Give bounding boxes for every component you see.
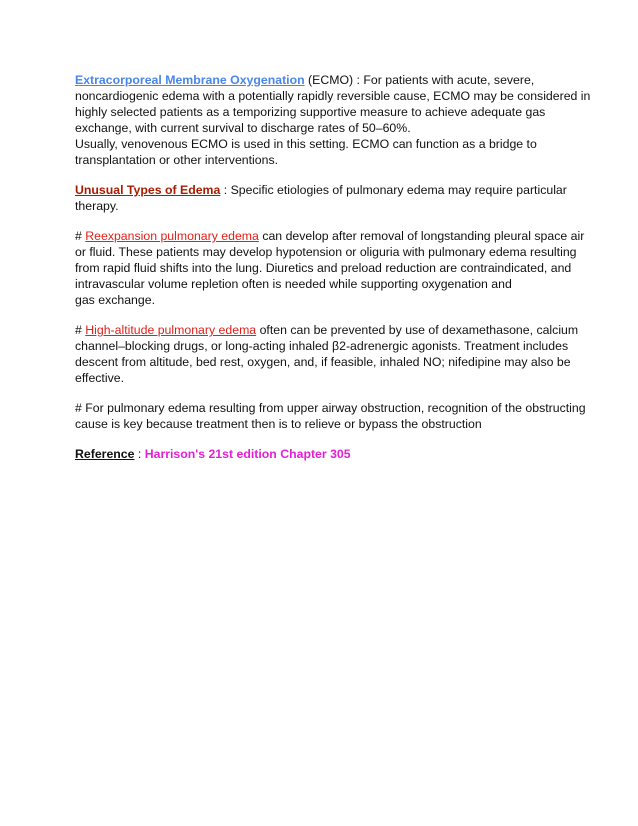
unusual-edema-paragraph xyxy=(75,182,567,214)
ecmo-line-4: exchange, with current survival to discharge rates of 50–60%. xyxy=(75,121,411,135)
reexpansion-prefix: # xyxy=(75,229,86,243)
altitude-line-1-text: often can be prevented by use of dexamethasone, calcium xyxy=(256,323,579,337)
ecmo-line-5: Usually, venovenous ECMO is used in this setting. ECMO can function as a bridge to xyxy=(75,137,537,151)
obstruction-paragraph xyxy=(75,400,586,432)
reexpansion-edema-link[interactable]: Reexpansion pulmonary edema xyxy=(85,229,259,243)
altitude-prefix: # xyxy=(75,323,86,337)
unusual-edema-link[interactable]: Unusual Types of Edema xyxy=(75,183,221,197)
high-altitude-paragraph xyxy=(75,322,579,386)
ecmo-paragraph xyxy=(75,72,591,168)
high-altitude-edema-link[interactable]: High-altitude pulmonary edema xyxy=(85,323,257,337)
reexpansion-line-2: or fluid. These patients may develop hypotension or oliguria with pulmonary edema resulting xyxy=(75,245,577,259)
ecmo-line-1-text: (ECMO) : For patients with acute, severe, xyxy=(304,73,535,87)
ecmo-line-2: noncardiogenic edema with a potentially rapidly reversible cause, ECMO may be considered in xyxy=(75,89,591,103)
reference-separator: : xyxy=(134,447,145,461)
reference-value: Harrison's 21st edition Chapter 305 xyxy=(144,447,351,461)
reexpansion-line-3: from rapid fluid shifts into the lung. Diuretics and preload reduction are contraindicated, and xyxy=(75,261,572,275)
reference-line xyxy=(75,446,555,462)
altitude-line-3: descent from altitude, bed rest, oxygen, and, if feasible, inhaled NO; nifedipine may also be xyxy=(75,355,571,369)
unusual-line-2: therapy. xyxy=(75,199,119,213)
ecmo-line-6: transplantation or other interventions. xyxy=(75,153,279,167)
reexpansion-line-4: intravascular volume repletion often is needed while supporting oxygenation and xyxy=(75,277,512,291)
reexpansion-paragraph xyxy=(75,228,585,308)
ecmo-link[interactable]: Extracorporeal Membrane Oxygenation xyxy=(75,73,305,87)
obstruction-line-1: # For pulmonary edema resulting from upper airway obstruction, recognition of the obstructing xyxy=(75,401,586,415)
reference-label: Reference xyxy=(75,447,135,461)
reference-paragraph xyxy=(75,446,555,462)
obstruction-line-2: cause is key because treatment then is to relieve or bypass the obstruction xyxy=(75,417,482,431)
ecmo-line-3: highly selected patients as a temporizing supportive measure to achieve adequate gas xyxy=(75,105,546,119)
ecmo-line-1 xyxy=(75,72,555,88)
unusual-line-1 xyxy=(75,182,567,198)
document-page xyxy=(75,72,591,476)
reexpansion-line-1 xyxy=(75,228,585,244)
altitude-line-4: effective. xyxy=(75,371,124,385)
reexpansion-line-1-text: can develop after removal of longstanding pleural space air xyxy=(258,229,585,243)
altitude-line-1 xyxy=(75,322,579,338)
unusual-line-1-text: : Specific etiologies of pulmonary edema may require particular xyxy=(220,183,567,197)
reexpansion-line-5: gas exchange. xyxy=(75,293,155,307)
altitude-line-2: channel–blocking drugs, or long-acting inhaled β2-adrenergic agonists. Treatment includes xyxy=(75,339,569,353)
